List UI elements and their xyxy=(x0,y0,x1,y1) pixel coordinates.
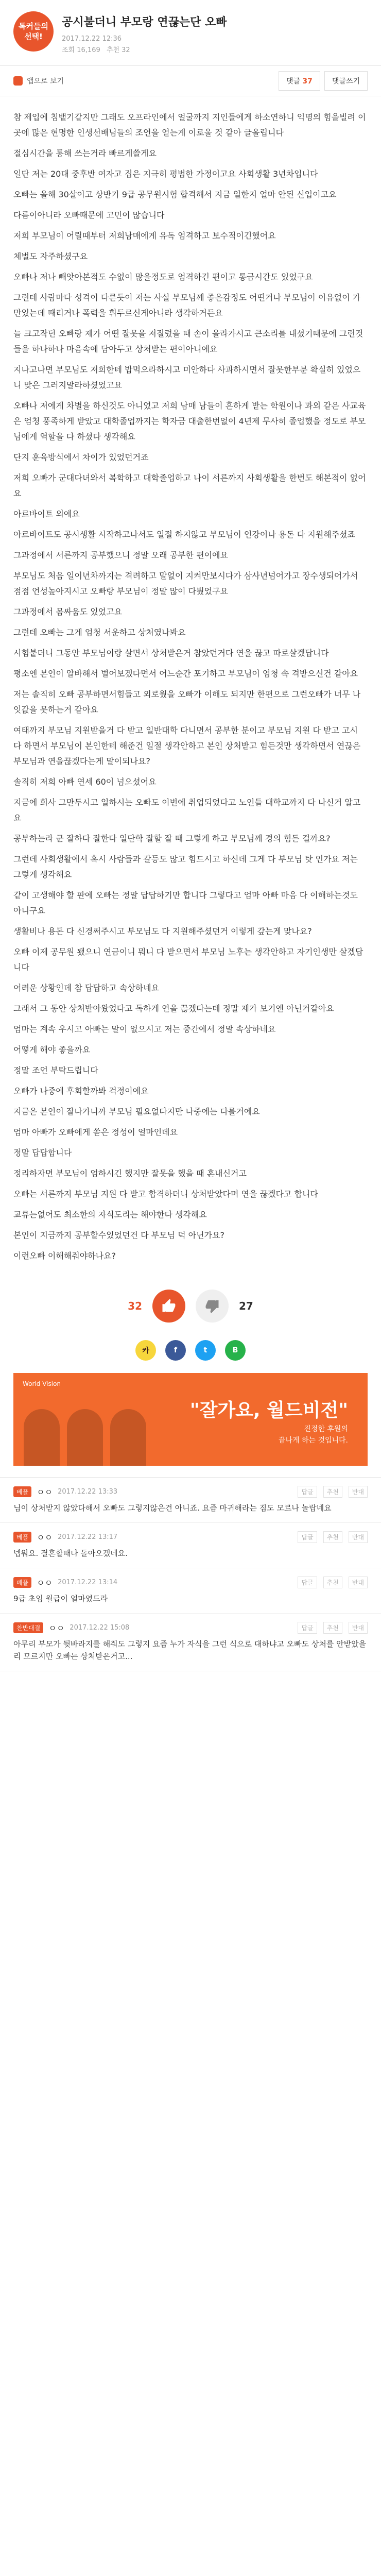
comment-nick: ㅇㅇ xyxy=(37,1533,53,1543)
body-paragraph: 절심시간을 통해 쓰는거라 빠르게쓸게요 xyxy=(13,148,157,158)
post-recommends: 추천 32 xyxy=(106,46,130,54)
comment-text: 님이 상처받지 않았다해서 오빠도 그렇지않은건 아니죠. 요즘 마귀해라는 짐도 모르나 놀랍네요 xyxy=(13,1503,332,1513)
downvote-button[interactable] xyxy=(196,1290,229,1323)
body-paragraph: 그과정에서 몸싸움도 있었고요 xyxy=(13,607,123,617)
body-paragraph: 오빠가 나중에 후회할까봐 걱정이에요 xyxy=(13,1086,149,1096)
comment-dislike-button[interactable]: 반대 xyxy=(349,1531,368,1543)
comment-meta xyxy=(13,1486,117,1498)
body-paragraph: 단지 훈육방식에서 차이가 있었던거죠 xyxy=(13,452,149,462)
comment-tools xyxy=(298,1486,368,1498)
comment-reply-button[interactable]: 답글 xyxy=(298,1577,317,1588)
comment-item xyxy=(0,1478,381,1523)
comment-reply-button[interactable]: 답글 xyxy=(298,1531,317,1543)
comment-nick: ㅇㅇ xyxy=(48,1623,65,1633)
comment-date: 2017.12.22 13:14 xyxy=(58,1579,118,1586)
body-paragraph: 일단 저는 20대 중후반 여자고 집은 지극히 평범한 가정이고요 사회생활 3년차입니다 xyxy=(13,169,318,179)
body-paragraph: 정말 답답합니다 xyxy=(13,1148,72,1158)
comment-text: 넵워요. 결혼할때나 돌아오겠네요. xyxy=(13,1549,128,1558)
body-paragraph: 오빠는 올해 30살이고 상반기 9급 공무원시험 합격해서 지금 일한지 얼마 안된 신입이고요 xyxy=(13,190,337,199)
badge-line2: 선택! xyxy=(24,32,43,41)
body-paragraph: 오빠나 저에게 차별을 하신것도 아니었고 저희 남매 남들이 흔하게 받는 학원이나 과외 같은 사교육은 엄청 풍족하게 받았고 대학졸업까지는 학자금 대출한번없이 4년제 무사히 졸업했을 정도로 부모님에게 역할을 다 하셨다 생각해요 xyxy=(13,401,366,442)
share-bar xyxy=(0,1335,381,1373)
comment-header xyxy=(13,1622,368,1634)
body-paragraph: 체벌도 자주하셨구요 xyxy=(13,251,88,261)
body-paragraph: 엄마는 계속 우시고 아빠는 말이 없으시고 저는 중간에서 정말 속상하네요 xyxy=(13,1024,276,1034)
body-paragraph: 여태까지 부모님 지원받을거 다 받고 일반대학 다니면서 공부한 분이고 부모님 지원 다 받고 고시 다 하면서 부모님이 본인한테 해준건 일절 생각안하고 본인 상처받고 힘든것만 생각하면서 연끊은 부모님과 연을끊겠다는게 말이되나요? xyxy=(13,725,361,766)
body-paragraph: 정리하자면 부모님이 엄하시긴 했지만 잘못을 했을 때 혼내신거고 xyxy=(13,1168,247,1178)
body-paragraph: 공부하는라 군 잘하다 잘한다 일단학 잘할 잘 때 그렇게 하고 부모님께 경의 힘든 걸까요? xyxy=(13,834,331,843)
comment-tools xyxy=(298,1622,368,1634)
ad-child-figure xyxy=(110,1409,146,1466)
upvote-count: 32 xyxy=(128,1300,142,1312)
body-paragraph: 부모님도 처음 일이년차까지는 격려하고 말없이 지켜만보시다가 삼사년넘어가고 장수생되어가서 점점 언성높아지시고 오빠랑 부모님이 정말 많이 다퉜었구요 xyxy=(13,571,358,596)
body-paragraph: 오빠 이제 공무원 됐으니 연금이니 뭐니 다 받으면서 부모님 노후는 생각안하고 자기인생만 살겠답니다 xyxy=(13,947,363,972)
body-paragraph: 아르바이트 외에요 xyxy=(13,509,80,519)
thumbs-up-icon xyxy=(161,1298,177,1314)
body-paragraph: 저희 부모님이 어릴때부터 저희남매에게 유독 엄격하고 보수적이긴했어요 xyxy=(13,231,276,241)
comment-nick: ㅇㅇ xyxy=(37,1487,53,1497)
body-paragraph: 오빠나 저나 빼앗아본적도 수없이 많을정도로 엄격하긴 편이고 통금시간도 있었구요 xyxy=(13,272,313,282)
body-paragraph: 솔직히 저희 아빠 연세 60이 넘으셨어요 xyxy=(13,777,157,787)
kakao-share-icon[interactable]: 카 xyxy=(135,1340,156,1361)
comment-dislike-button[interactable]: 반대 xyxy=(349,1577,368,1588)
comments-count: 37 xyxy=(302,77,313,86)
comment-tools xyxy=(298,1531,368,1543)
ad-headline: "잘가요, 월드비전" xyxy=(189,1400,348,1421)
comment-dislike-button[interactable]: 반대 xyxy=(349,1486,368,1498)
body-paragraph: 그런데 사람마다 성격이 다른듯이 저는 사실 부모님께 좋은감정도 어떤거나 부모님이 이유없이 가만있는데 때리거나 폭력을 휘두르신게아니라 생각하거든요 xyxy=(13,293,361,318)
comment-reply-button[interactable]: 답글 xyxy=(298,1622,317,1634)
post-title: 공시불더니 부모랑 연끊는단 오빠 xyxy=(62,16,227,29)
talker-choice-badge xyxy=(13,11,54,52)
downvote-count: 27 xyxy=(239,1300,253,1312)
post-date: 2017.12.22 12:36 xyxy=(62,35,122,43)
body-paragraph: 평소엔 본인이 알바해서 벌어보겠다면서 어느순간 포기하고 부모님이 엄청 속 격받으신건 같아요 xyxy=(13,669,358,679)
body-paragraph: 늘 크고작던 오빠랑 제가 어떤 잘못을 저질렀을 때 손이 올라가시고 큰소리를 내셨기때문에 그런것들을 하나하나 마음속에 담아두고 상처받는 편이아니에요 xyxy=(13,329,363,354)
ad-sub2: 끝나게 하는 것입니다. xyxy=(278,1436,348,1445)
body-paragraph: 다름이아니라 오빠때문에 고민이 많습니다 xyxy=(13,210,165,220)
comment-tag: 베플 xyxy=(13,1532,31,1543)
comment-tools xyxy=(298,1577,368,1588)
body-paragraph: 같이 고생해야 할 판에 오빠는 정말 답답하기만 합니다 그렇다고 엄마 아빠 마음 다 이해하는것도 아니구요 xyxy=(13,890,358,916)
comment-tag: 베플 xyxy=(13,1486,31,1497)
comment-meta xyxy=(13,1577,117,1588)
body-paragraph: 그과정에서 서른까지 공부했으니 정말 오래 공부한 편이에요 xyxy=(13,550,228,560)
comment-like-button[interactable]: 추천 xyxy=(323,1531,342,1543)
body-paragraph: 엄마 아빠가 오빠에게 쏟은 정성이 얼마인데요 xyxy=(13,1127,178,1137)
ad-child-figure xyxy=(67,1409,103,1466)
body-paragraph: 어려운 상황인데 참 답답하고 속상하네요 xyxy=(13,983,160,993)
post-meta xyxy=(62,33,368,56)
comment-meta xyxy=(13,1622,129,1634)
ad-logo: World Vision xyxy=(23,1380,61,1387)
body-paragraph: 본인이 지금까지 공부할수있었던건 다 부모님 덕 아닌가요? xyxy=(13,1230,224,1240)
app-icon xyxy=(13,76,23,86)
comment-date: 2017.12.22 15:08 xyxy=(70,1624,130,1632)
thumbs-down-icon xyxy=(204,1298,220,1314)
ad-kids-image xyxy=(24,1394,158,1466)
body-paragraph: 시험붙더니 그동안 부모님이랑 살면서 상처받은거 참았던거다 연을 끊고 따로살겠답니다 xyxy=(13,648,329,658)
body-paragraph: 저는 솔직히 오빠 공부하면서힘들고 외로웠을 오빠가 이해도 되지만 한편으로 그런오빠가 너무 나잇값을 못하는거 같아요 xyxy=(13,689,361,715)
comment-item xyxy=(0,1614,381,1671)
comment-nick: ㅇㅇ xyxy=(37,1578,53,1588)
comment-text: 9급 초임 월급이 얼마였드라 xyxy=(13,1594,108,1603)
body-paragraph: 참 제입에 침뱉기같지만 그래도 오프라인에서 얼굴까지 지인들에게 하소연하니 익명의 힘을빌려 이곳에 많은 현명한 인생선배님들의 조언을 얻는게 이로울 것 같아 글올립니다 xyxy=(13,112,366,138)
ad-banner[interactable] xyxy=(13,1373,368,1466)
post-views: 조회 16,169 xyxy=(62,46,100,54)
band-share-icon[interactable]: B xyxy=(225,1340,246,1361)
comment-date: 2017.12.22 13:17 xyxy=(58,1533,118,1541)
post-toolbar xyxy=(0,66,381,96)
body-paragraph: 이런오빠 이해해줘야하나요? xyxy=(13,1251,116,1261)
ad-child-figure xyxy=(24,1409,60,1466)
write-comment-button[interactable] xyxy=(324,71,368,91)
body-paragraph: 교류는없어도 최소한의 자식도리는 해야한다 생각해요 xyxy=(13,1210,207,1219)
upvote-button[interactable] xyxy=(152,1290,185,1323)
comment-header xyxy=(13,1531,368,1543)
comment-text: 아무리 부모가 뒷바라지를 해줘도 그렇지 요즘 누가 자식을 그런 식으로 대하냐고 오빠도 상처를 안받았을 리 모르지만 오빠는 상처받은거고... xyxy=(13,1639,367,1661)
body-paragraph: 그런데 사회생활에서 혹시 사람들과 갈등도 많고 힘드시고 하신데 그게 다 부모님 탓 인가요 저는 그렇게 생각해요 xyxy=(13,854,358,879)
post-body xyxy=(0,96,381,1274)
body-paragraph: 지금에 회사 그만두시고 일하시는 오빠도 이번에 취업되었다고 노인들 대학교까지 다 나신거 알고요 xyxy=(13,798,361,823)
badge-line1: 톡커들의 xyxy=(19,22,48,31)
ad-sub1: 진정한 후원의 xyxy=(304,1425,348,1433)
comments-button-label: 댓글 xyxy=(286,77,300,86)
comment-meta xyxy=(13,1531,117,1543)
ad-subtext xyxy=(279,1423,348,1446)
app-view-link[interactable] xyxy=(13,76,64,86)
body-paragraph: 오빠는 서른까지 부모님 지원 다 받고 합격하더니 상처받았다며 연을 끊겠다고 합니다 xyxy=(13,1189,318,1199)
comment-like-button[interactable]: 추천 xyxy=(323,1577,342,1588)
body-paragraph: 지나고나면 부모님도 저희한테 밥먹으라하시고 미안하다 사과하시면서 잘못한부분 확실히 있었으니 맞은 그러지말라하셨었고요 xyxy=(13,365,361,390)
twitter-share-icon[interactable]: t xyxy=(195,1340,216,1361)
write-comment-label: 댓글쓰기 xyxy=(332,77,360,86)
app-view-label: 앱으로 보기 xyxy=(27,77,64,86)
body-paragraph: 생활비나 용돈 다 신경써주시고 부모님도 다 지원해주셨던거 이렇게 갚는게 맞나요? xyxy=(13,926,312,936)
comment-reply-button[interactable]: 답글 xyxy=(298,1486,317,1498)
facebook-share-icon[interactable]: f xyxy=(165,1340,186,1361)
body-paragraph: 그래서 그 동안 상처받아왔었다고 독하게 연을 끊겠다는데 정말 제가 보기엔 아닌거같아요 xyxy=(13,1004,334,1013)
comment-like-button[interactable]: 추천 xyxy=(323,1486,342,1498)
comment-item xyxy=(0,1568,381,1614)
comment-tag: 찬반대결 xyxy=(13,1622,43,1633)
body-paragraph: 어떻게 해야 좋을까요 xyxy=(13,1045,91,1055)
toolbar-buttons xyxy=(279,71,368,91)
body-paragraph: 정말 조언 부탁드립니다 xyxy=(13,1065,98,1075)
body-paragraph: 저희 오빠가 군대다녀와서 복학하고 대학졸업하고 나이 서른까지 사회생활을 한번도 해본적이 없어요 xyxy=(13,473,366,498)
body-paragraph: 지금은 본인이 잘나가니까 부모님 필요없다지만 나중에는 다를거에요 xyxy=(13,1107,260,1116)
post-head-text xyxy=(62,11,368,56)
comment-header xyxy=(13,1577,368,1588)
comment-like-button[interactable]: 추천 xyxy=(323,1622,342,1634)
comment-date: 2017.12.22 13:33 xyxy=(58,1488,118,1496)
body-paragraph: 그런데 오빠는 그게 엄청 서운하고 상처였나봐요 xyxy=(13,628,186,637)
comments-list xyxy=(0,1477,381,1671)
comment-item xyxy=(0,1523,381,1568)
comment-tag: 베플 xyxy=(13,1577,31,1588)
comments-button[interactable] xyxy=(279,71,320,91)
comment-dislike-button[interactable]: 반대 xyxy=(349,1622,368,1634)
post-header xyxy=(0,0,381,66)
body-paragraph: 아르바이트도 공시생활 시작하고나서도 일절 하지않고 부모님이 인강이나 용돈 다 지원해주셨죠 xyxy=(13,530,356,539)
comment-header xyxy=(13,1486,368,1498)
vote-area xyxy=(0,1274,381,1335)
